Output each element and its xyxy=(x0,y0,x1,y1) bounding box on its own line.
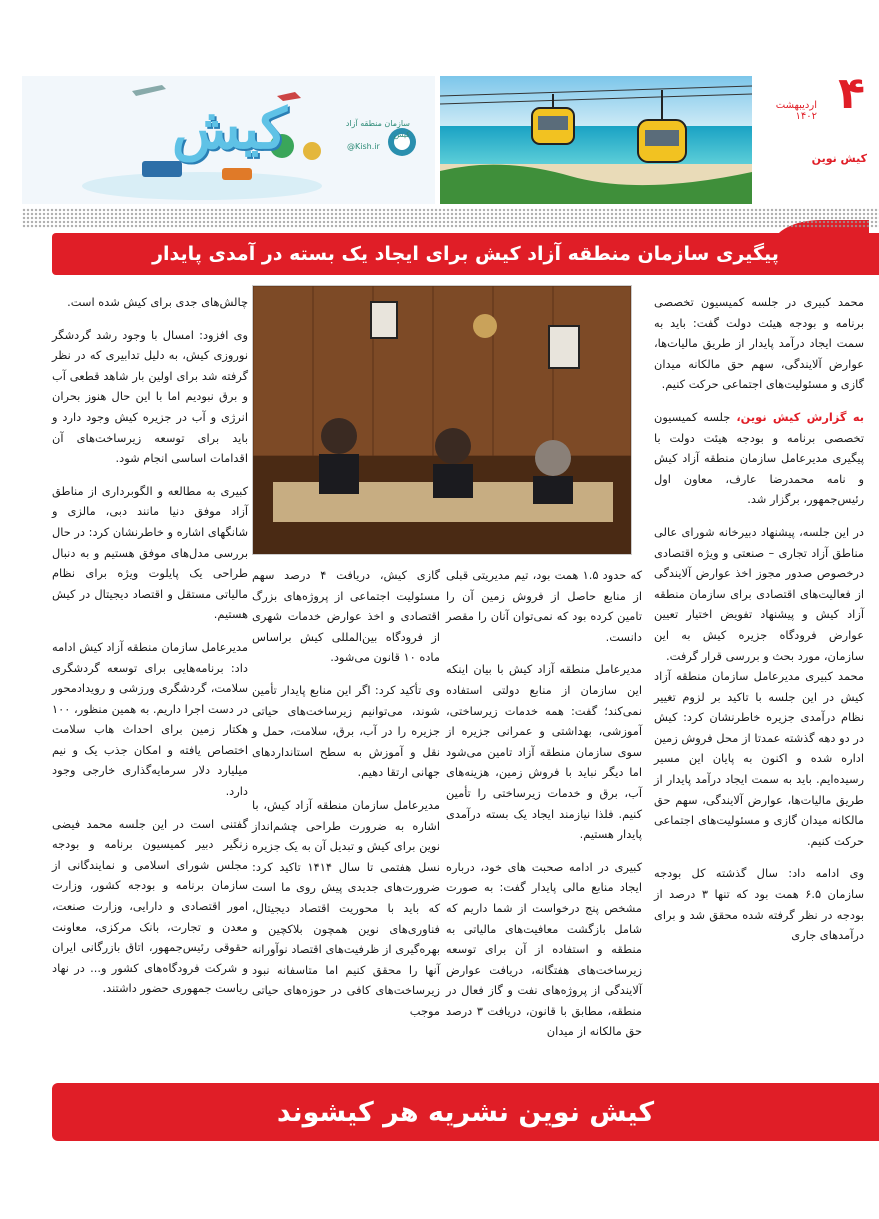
banner-org-name: سازمان منطقه آزاد کیش xyxy=(345,119,410,139)
paragraph: مدیرعامل منطقه آزاد کیش با بیان اینکه این سازمان از منابع دولتی استفاده نمی‌کند؛ گفت: همه خدمات زیرساختی، آموزشی، بهداشتی و عمرانی جزیره از سوی سازمان منطقه آزاد تامین می‌شود اما دیگر نباید با فروش زمین، هزینه‌های آب، برق و خدمات زیرساختی را تأمین کنیم. فلذا نیازمند ایجاد یک بسته درآمدی پایدار هستیم. xyxy=(446,662,642,842)
article-column-1 xyxy=(654,292,864,958)
brand-name: کیش نوین xyxy=(811,152,867,165)
paragraph: محمد کبیری در جلسه کمیسیون تخصصی برنامه و بودجه هیئت دولت گفت: باید به سمت ایجاد درآمد پایدار از طریق مالیات‌ها، عوارض آلایندگی، سهم حق مالکانه میدان گازی و مسئولیت‌های اجتماعی حرکت کنیم. xyxy=(654,295,864,392)
paragraph: گازی کیش، دریافت ۴ درصد سهم مسئولیت اجتماعی از پروژه‌های بزرگ اقتصادی و اخذ عوارض خدمات شهری از فرودگاه بین‌المللی کیش براساس ماده ۱۰ قانون می‌شود. xyxy=(252,568,441,665)
cablecar-photo-art xyxy=(440,76,752,204)
issue-date: اردیبهشت ۱۴۰۲ xyxy=(775,100,817,122)
paragraph xyxy=(654,407,864,510)
banner-url: @Kish.ir xyxy=(347,142,380,151)
paragraph: که حدود ۱.۵ همت بود، تیم مدیریتی قبلی از منابع حاصل از فروش زمین آن را تامین کرده بود که نمی‌توان آنان را مقصر دانست. xyxy=(446,568,642,644)
article-column-4 xyxy=(52,292,248,1011)
paragraph: در این جلسه، پیشنهاد دبیرخانه شورای عالی مناطق آزاد تجاری – صنعتی و ویژه اقتصادی درخصوص صدور مجوز اخذ عوارض آلایندگی از فعالیت‌های اقتصادی برای سازمان منطقه آزاد کیش و پیشنهاد تفویض اختیار تعیین عوارض فرودگاه جزیره کیش به این سازمان، مورد بحث و بررسی قرار گرفت. xyxy=(654,524,864,663)
paragraph: محمد کبیری مدیرعامل سازمان منطقه آزاد کیش در این جلسه با تاکید بر لزوم تغییر نظام درآمدی جزیره خاطرنشان کرد: کیش در دو دهه گذشته عمدتا از محل فروش زمین اداره شده و اکنون به پایان این مسیر رسیده‌ایم. باید به سمت ایجاد درآمد پایدار از طریق مالیات‌ها، عوارض آلایندگی، سهم حق مالکانه میدان گازی و مسئولیت‌های اجتماعی حرکت کنیم. xyxy=(654,669,864,848)
meeting-photo xyxy=(252,285,632,555)
meeting-photo-art xyxy=(253,286,631,554)
paragraph: مدیرعامل سازمان منطقه آزاد کیش ادامه داد: برنامه‌هایی برای توسعه گردشگری سلامت، گردشگری ورزشی و رویدادمحور در دست اجرا داریم. به همین منظور، ۱۰۰ هکتار زمین برای احداث هاب سلامت اختصاص یافته و امکان جذب یک و نیم میلیارد دلار سرمایه‌گذاری خارجی وجود دارد. xyxy=(52,639,248,799)
headline-bar xyxy=(52,233,879,275)
paragraph: کبیری به مطالعه و الگوبرداری از مناطق آزاد موفق دنیا مانند دبی، مالزی و شانگهای اشاره و خاطرنشان کرد: در حال بررسی مدل‌های موفق هستیم و به دنبال طراحی یک پایلوت ویژه برای نظام مالیاتی مستقل و اقتصاد دیجیتال در کیش هستیم. xyxy=(52,483,248,622)
page-number: ۴ xyxy=(838,68,865,119)
header-cablecar-photo xyxy=(440,76,752,204)
kish-logo-text: کیش xyxy=(172,96,287,162)
dotted-separator xyxy=(22,208,879,228)
paragraph: کبیری در ادامه صحبت های خود، درباره ایجاد منابع مالی پایدار گفت: به صورت مشخص پنج درخواست از شما داریم که شامل بازگشت معافیت‌های مالیاتی به منطقه و استفاده از آن برای توسعه زیرساخت‌های هفتگانه، دریافت عوارض آلایندگی از پروژه‌های نفت و گاز فعال در منطقه، مطابق با قانون، دریافت ۳ درصد حق مالکانه از میدان xyxy=(446,859,642,1039)
article-column-2 xyxy=(446,565,642,1054)
paragraph: چالش‌های جدی برای کیش شده است. xyxy=(67,295,248,309)
article-column-3 xyxy=(252,565,440,1033)
paragraph: گفتنی است در این جلسه محمد فیضی زنگیر دبیر کمیسیون برنامه و بودجه مجلس شورای اسلامی و نمایندگانی از سازمان برنامه و بودجه کشور، وزارت امور اقتصادی و دارایی، وزارت صنعت، معدن و تجارت، بانک مرکزی، معاونت حقوقی رئیس‌جمهور، اتاق بازرگانی ایران و شرکت فرودگاه‌های کشور و... در نهاد ریاست جمهوری حضور داشتند. xyxy=(52,816,248,996)
paragraph: وی تأکید کرد: اگر این منابع پایدار تأمین شوند، می‌توانیم زیرساخت‌های حیاتی جزیره را در آب، برق، سلامت، حمل و نقل و آموزش به سطح استانداردهای جهانی ارتقا دهیم. xyxy=(252,682,440,780)
footer-banner xyxy=(52,1083,879,1141)
paragraph-text: جلسه کمیسیون تخصصی برنامه و بودجه هیئت دولت با پیگیری مدیرعامل سازمان منطقه آزاد کیش و نامه محمدرضا عارف، معاون اول رئیس‌جمهور، برگزار شد. xyxy=(654,409,864,507)
header-promo-banner xyxy=(22,76,435,204)
lead-text: به گزارش کیش نوین، xyxy=(736,409,864,424)
paragraph: مدیرعامل سازمان منطقه آزاد کیش، با اشاره به ضرورت طراحی چشم‌انداز نوین برای کیش و تبدیل آن به یک جزیره نسل هفتمی تا سال ۱۴۱۴ تاکید کرد: ضرورت‌های جدیدی پیش روی ما است که باید با محوریت اقتصاد دیجیتال، فناوری‌های نوین همچون بلاکچین و بهره‌گیری از ظرفیت‌های اقتصاد نوآورانه آنها را محقق کنیم اما متاسفانه نبود زیرساخت‌های کافی در حوزه‌های حیاتی موجب xyxy=(252,797,440,1018)
paragraph: وی افزود: امسال با وجود رشد گردشگر نوروزی کیش، به دلیل تدابیری که در نظر گرفته شد برای اولین بار شاهد قطعی آب و برق نبودیم اما با این حال هنوز بحران انرژی و آب در جزیره کیش وجود دارد و باید برای توسعه زیرساخت‌های آن اقدامات اساسی انجام شود. xyxy=(52,327,248,466)
paragraph: وی ادامه داد: سال گذشته کل بودجه سازمان ۶.۵ همت بود که تنها ۳ درصد از بودجه در نظر گرفته شده محقق شد و برای درآمدهای جاری xyxy=(654,866,865,943)
header-brand-block xyxy=(755,68,879,204)
footer-banner-text: کیش نوین نشریه هر کیشوند xyxy=(276,1096,655,1128)
headline: پیگیری سازمان منطقه آزاد کیش برای ایجاد یک بسته در آمدی پایدار xyxy=(152,243,779,265)
